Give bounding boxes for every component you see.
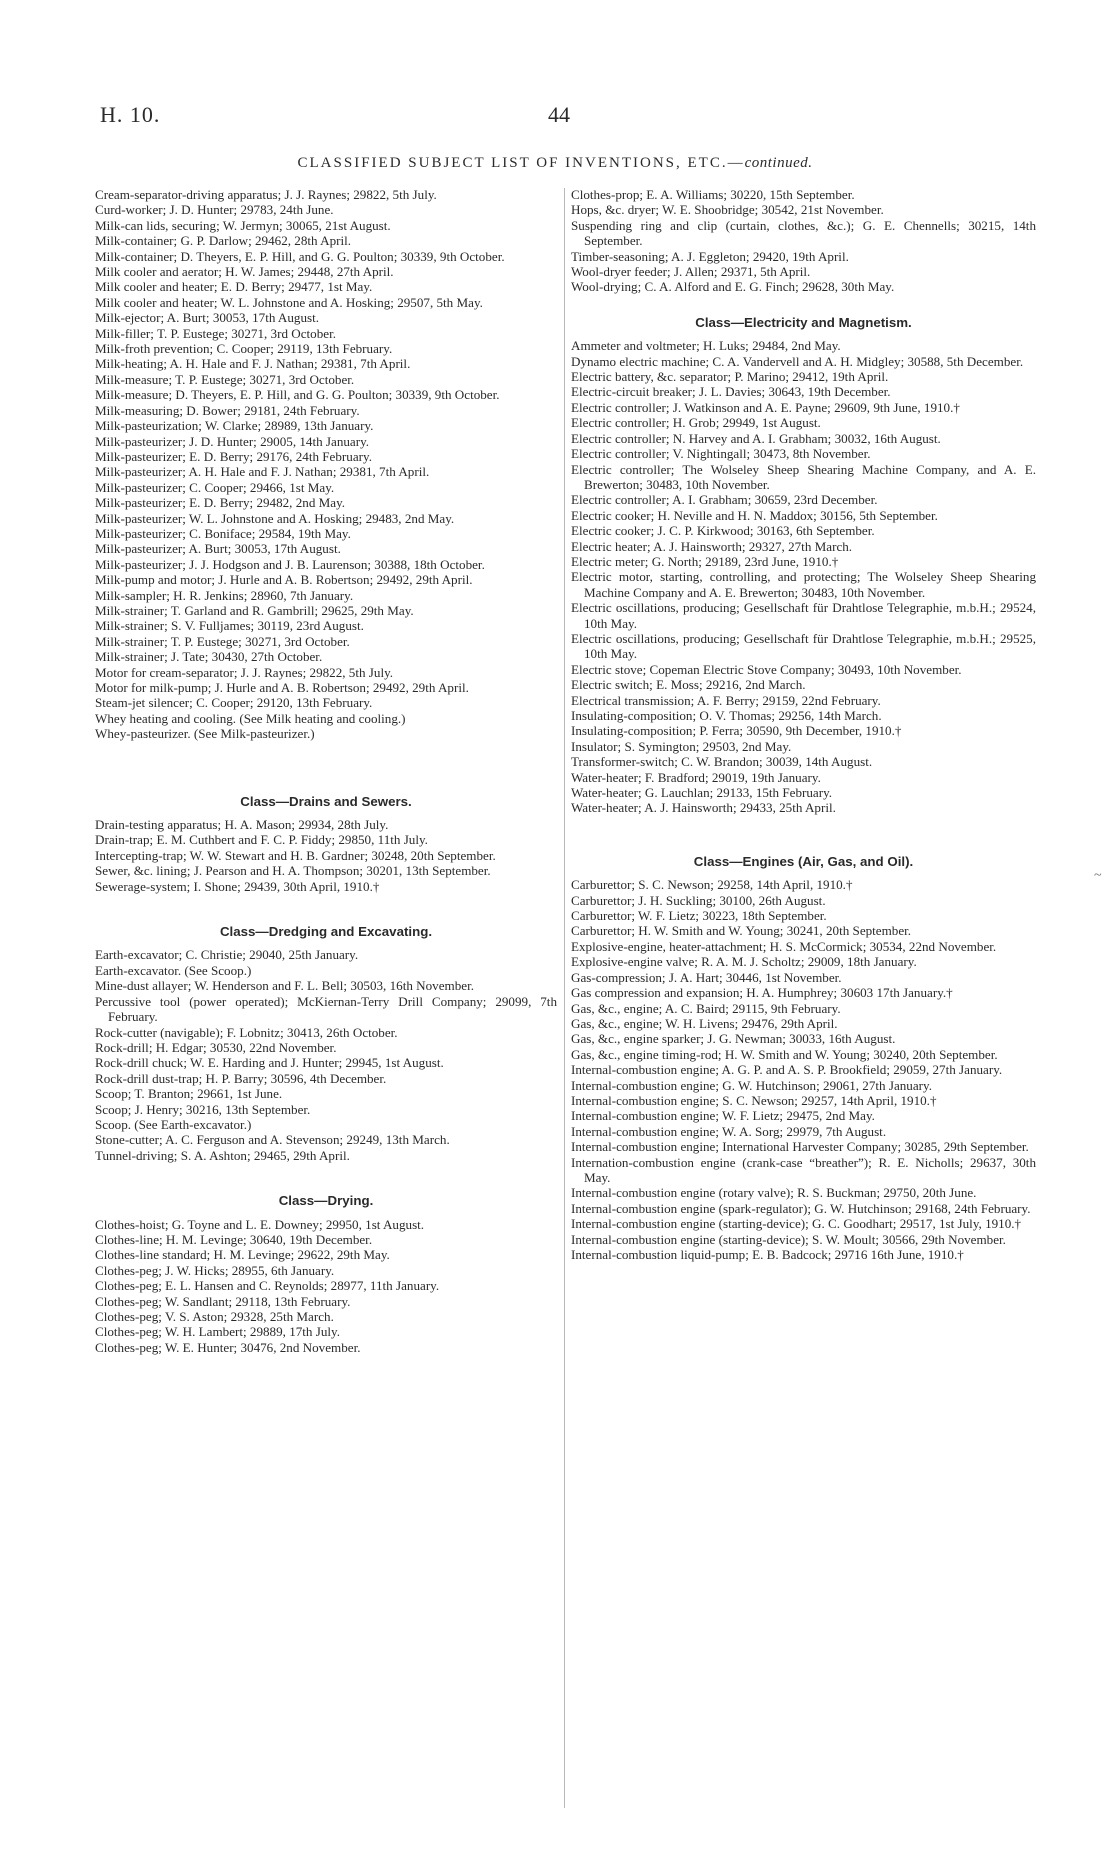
list-entry: Milk cooler and heater; W. L. Johnstone and A. Hosking; 29507, 5th May. [95,294,483,310]
list-entry: Internal-combustion engine (starting-device); S. W. Moult; 30566, 29th November. [571,1231,1006,1247]
list-entry: Ammeter and voltmeter; H. Luks; 29484, 2nd May. [571,338,841,354]
list-entry: Sewer, &c. lining; J. Pearson and H. A. Thompson; 30201, 13th September. [95,863,491,879]
list-entry: Internal-combustion engine (starting-device); G. C. Goodhart; 29517, 1st July, 1910.† [571,1216,1022,1232]
list-entry: Internal-combustion engine; International Harvester Company; 30285, 29th September. [571,1139,1029,1155]
page-title [90,155,1020,172]
list-entry: Drain-trap; E. M. Cuthbert and F. C. P. Fiddy; 29850, 11th July. [95,832,428,848]
list-entry: Internal-combustion engine; G. W. Hutchinson; 29061, 27th January. [571,1077,932,1093]
list-entry: Internal-combustion engine (spark-regulator); G. W. Hutchinson; 29168, 24th February. [571,1200,1031,1216]
list-entry: Clothes-hoist; G. Toyne and L. E. Downey; 29950, 1st August. [95,1216,425,1232]
list-entry: Motor for cream-separator; J. J. Raynes; 29822, 5th July. [95,664,394,680]
document-code: H. 10. [100,102,161,127]
section-heading: Class—Dredging and Excavating. [219,924,433,940]
list-entry: Mine-dust allayer; W. Henderson and F. L. Bell; 30503, 16th November. [95,978,474,994]
list-entry: Internal-combustion engine; W. A. Sorg; 29979, 7th August. [571,1123,887,1139]
column-divider [564,188,565,1808]
list-entry: Milk-pasteurizer; E. D. Berry; 29176, 24th February. [95,448,372,464]
list-entry: Gas, &c., engine timing-rod; H. W. Smith and W. Young; 30240, 20th September. [571,1046,998,1062]
page-title-continued: continued. [744,155,813,171]
list-entry: Intercepting-trap; W. W. Stewart and H. B. Gardner; 30248, 20th September. [95,847,496,863]
list-entry: Milk-heating; A. H. Hale and F. J. Nathan; 29381, 7th April. [95,356,411,372]
list-entry: Transformer-switch; C. W. Brandon; 30039, 14th August. [571,754,873,770]
list-entry: Hops, &c. dryer; W. E. Shoobridge; 30542, 21st November. [571,202,884,218]
list-entry: Milk-measure; T. P. Eustege; 30271, 3rd October. [95,371,355,387]
list-entry: Percussive tool (power operated); McKiernan-Terry Drill Company; 29099, 7th February. [95,993,557,1025]
list-entry: Rock-drill chuck; W. E. Harding and J. Hunter; 29945, 1st August. [95,1055,444,1071]
list-entry: Electric-circuit breaker; J. L. Davies; 30643, 19th December. [571,384,891,400]
list-entry: Milk-pasteurizer; E. D. Berry; 29482, 2nd May. [95,495,346,511]
list-entry: Milk-pasteurizer; C. Boniface; 29584, 19th May. [95,525,351,541]
list-entry: Electric cooker; J. C. P. Kirkwood; 30163, 6th September. [571,523,875,539]
list-entry: Internation-combustion engine (crank-case “breather”); R. E. Nicholls; 29637, 30th May. [571,1154,1036,1185]
list-entry: Milk-sampler; H. R. Jenkins; 28960, 7th January. [95,587,354,603]
list-entry: Suspending ring and clip (curtain, clothes, &c.); G. E. Chennells; 30215, 14th September. [571,217,1036,249]
list-entry: Cream-separator-driving apparatus; J. J. Raynes; 29822, 5th July. [95,187,437,202]
list-entry: Electric cooker; H. Neville and H. N. Maddox; 30156, 5th September. [571,507,938,523]
list-entry: Internal-combustion engine; A. G. P. and A. S. P. Brookfield; 29059, 27th January. [571,1062,1003,1078]
list-entry: Milk-pasteurizer; W. L. Johnstone and A. Hosking; 29483, 2nd May. [95,510,455,526]
list-entry: Milk-measuring; D. Bower; 29181, 24th February. [95,402,360,418]
list-entry: Clothes-peg; V. S. Aston; 29328, 25th March. [95,1309,334,1324]
list-entry: Electric controller; A. I. Grabham; 30659, 23rd December. [571,492,878,508]
list-entry: Gas, &c., engine sparker; J. G. Newman; 30033, 16th August. [571,1031,896,1047]
list-entry: Drain-testing apparatus; H. A. Mason; 29934, 28th July. [95,817,389,833]
list-entry: Gas, &c., engine; A. C. Baird; 29115, 9th February. [571,1000,841,1016]
list-entry: Tunnel-driving; S. A. Ashton; 29465, 29th April. [95,1147,350,1163]
list-entry: Carburettor; H. W. Smith and W. Young; 30241, 20th September. [571,923,912,939]
list-entry: Water-heater; G. Lauchlan; 29133, 15th February. [571,785,833,801]
list-entry: Clothes-peg; W. H. Lambert; 29889, 17th July. [95,1324,341,1340]
list-entry: Clothes-line standard; H. M. Levinge; 29622, 29th May. [95,1247,390,1263]
list-entry: Electric controller; J. Watkinson and A. E. Payne; 29609, 9th June, 1910.† [571,399,960,415]
list-entry: Steam-jet silencer; C. Cooper; 29120, 13th February. [95,695,373,711]
list-entry: Milk cooler and heater; E. D. Berry; 29477, 1st May. [95,279,373,295]
list-entry: Milk-pasteurizer; A. Burt; 30053, 17th August. [95,541,341,557]
list-entry: Carburettor; W. F. Lietz; 30223, 18th September. [571,908,827,924]
list-entry: Sewerage-system; I. Shone; 29439, 30th April, 1910.† [95,878,380,894]
list-entry: Electric switch; E. Moss; 29216, 2nd March. [571,677,806,693]
list-entry: Milk-pasteurizer; J. D. Hunter; 29005, 14th January. [95,433,370,449]
list-entry: Gas, &c., engine; W. H. Livens; 29476, 29th April. [571,1015,838,1031]
list-entry: Scoop; J. Henry; 30216, 13th September. [95,1101,311,1117]
list-entry: Gas compression and expansion; H. A. Humphrey; 30603 17th January.† [571,985,953,1001]
list-entry: Clothes-prop; E. A. Williams; 30220, 15th September. [571,187,855,202]
page-title-text: CLASSIFIED SUBJECT LIST OF INVENTIONS, ETC.— [297,155,745,171]
list-entry: Wool-drying; C. A. Alford and E. G. Finch; 29628, 30th May. [571,279,895,295]
list-entry: Clothes-line; H. M. Levinge; 30640, 19th December. [95,1231,373,1247]
list-entry: Explosive-engine valve; R. A. M. J. Scholtz; 29009, 18th January. [571,954,917,970]
list-entry: Whey heating and cooling. (See Milk heating and cooling.) [95,710,406,726]
list-entry: Clothes-peg; J. W. Hicks; 28955, 6th January. [95,1262,335,1278]
list-entry: Scoop; T. Branton; 29661, 1st June. [95,1086,283,1102]
list-entry: Electric controller; H. Grob; 29949, 1st August. [571,415,821,431]
list-entry: Water-heater; A. J. Hainsworth; 29433, 25th April. [571,800,836,816]
left-column [95,187,557,1355]
list-entry: Milk-strainer; J. Tate; 30430, 27th October. [95,649,323,665]
list-entry: Dynamo electric machine; C. A. Vandervell and A. H. Midgley; 30588, 5th December. [571,353,1024,369]
list-entry: Electric heater; A. J. Hainsworth; 29327, 27th March. [571,538,853,554]
list-entry: Milk cooler and aerator; H. W. James; 29448, 27th April. [95,264,394,280]
list-entry: Internal-combustion liquid-pump; E. B. Badcock; 29716 16th June, 1910.† [571,1247,964,1262]
list-entry: Insulator; S. Symington; 29503, 2nd May. [571,738,792,754]
list-entry: Milk-pump and motor; J. Hurle and A. B. Robertson; 29492, 29th April. [95,572,473,588]
list-entry: Electrical transmission; A. F. Berry; 29159, 22nd February. [571,692,881,708]
list-entry: Earth-excavator; C. Christie; 29040, 25th January. [95,947,359,963]
list-entry: Milk-pasteurizer; J. J. Hodgson and J. B. Laurenson; 30388, 18th October. [95,556,485,572]
list-entry: Electric oscillations, producing; Gesellschaft für Drahtlose Telegraphie, m.b.H.; 29525, 10th May. [571,630,1036,662]
list-entry: Electric stove; Copeman Electric Stove Company; 30493, 10th November. [571,661,962,677]
list-entry: Carburettor; J. H. Suckling; 30100, 26th August. [571,892,826,908]
list-entry: Timber-seasoning; A. J. Eggleton; 29420, 19th April. [571,248,849,264]
list-entry: Clothes-peg; E. L. Hansen and C. Reynolds; 28977, 11th January. [95,1278,440,1294]
list-entry: Milk-filler; T. P. Eustege; 30271, 3rd October. [95,325,336,341]
list-entry: Electric controller; V. Nightingall; 30473, 8th November. [571,446,871,462]
list-entry: Milk-ejector; A. Burt; 30053, 17th August. [95,310,320,326]
list-entry: Rock-drill; H. Edgar; 30530, 22nd November. [95,1039,337,1055]
section-heading: Class—Engines (Air, Gas, and Oil). [693,853,914,869]
list-entry: Rock-drill dust-trap; H. P. Barry; 30596, 4th December. [95,1070,387,1086]
list-entry: Carburettor; S. C. Newson; 29258, 14th April, 1910.† [571,877,853,893]
page-number: 44 [548,102,570,127]
list-entry: Internal-combustion engine; W. F. Lietz; 29475, 2nd May. [571,1108,875,1124]
list-entry: Explosive-engine, heater-attachment; H. S. McCormick; 30534, 22nd November. [571,938,997,954]
list-entry: Electric controller; N. Harvey and A. I. Grabham; 30032, 16th August. [571,430,941,446]
list-entry: Earth-excavator. (See Scoop.) [95,962,252,978]
list-entry: Internal-combustion engine; S. C. Newson; 29257, 14th April, 1910.† [571,1092,937,1108]
list-entry: Scoop. (See Earth-excavator.) [95,1116,252,1132]
section-heading: Class—Drains and Sewers. [240,793,412,809]
list-entry: Electric controller; The Wolseley Sheep Shearing Machine Company, and A. E. Brewerton; 30483, 10th November. [571,461,1036,492]
list-entry: Milk-can lids, securing; W. Jermyn; 30065, 21st August. [95,217,391,233]
list-entry: Electric oscillations, producing; Gesellschaft für Drahtlose Telegraphie, m.b.H.; 29524, 10th May. [571,600,1036,631]
list-entry: Milk-pasteurization; W. Clarke; 28989, 13th January. [95,418,374,434]
section-heading: Class—Electricity and Magnetism. [695,314,912,330]
list-entry: Milk-container; G. P. Darlow; 29462, 28th April. [95,233,352,249]
list-entry: Stone-cutter; A. C. Ferguson and A. Stevenson; 29249, 13th March. [95,1132,450,1148]
margin-mark: ~ [1094,868,1102,883]
list-entry: Internal-combustion engine (rotary valve); R. S. Buckman; 29750, 20th June. [571,1185,977,1201]
list-entry: Milk-pasteurizer; A. H. Hale and F. J. Nathan; 29381, 7th April. [95,464,430,480]
list-entry: Electric battery, &c. separator; P. Marino; 29412, 19th April. [571,369,889,385]
list-entry: Electric motor, starting, controlling, and protecting; The Wolseley Sheep Shearing Machine Company and A. E. Brewerton; 30483, 10th November. [571,569,1036,600]
list-entry: Electric meter; G. North; 29189, 23rd June, 1910.† [571,553,839,569]
right-column [571,187,1036,1262]
list-entry: Curd-worker; J. D. Hunter; 29783, 24th June. [95,202,334,218]
list-entry: Motor for milk-pump; J. Hurle and A. B. Robertson; 29492, 29th April. [95,680,469,695]
section-heading: Class—Drying. [278,1193,374,1209]
list-entry: Insulating-composition; O. V. Thomas; 29256, 14th March. [571,708,882,723]
list-entry: Insulating-composition; P. Ferra; 30590, 9th December, 1910.† [571,723,902,739]
list-entry: Wool-dryer feeder; J. Allen; 29371, 5th April. [571,264,811,280]
list-entry: Whey-pasteurizer. (See Milk-pasteurizer.) [95,726,315,742]
list-entry: Milk-strainer; T. P. Eustege; 30271, 3rd October. [95,633,350,649]
list-entry: Milk-container; D. Theyers, E. P. Hill, and G. G. Poulton; 30339, 9th October. [95,248,505,264]
list-entry: Milk-pasteurizer; C. Cooper; 29466, 1st May. [95,479,335,495]
list-entry: Clothes-peg; W. E. Hunter; 30476, 2nd November. [95,1339,361,1355]
list-entry: Milk-strainer; S. V. Fulljames; 30119, 23rd August. [95,618,364,634]
list-entry: Milk-froth prevention; C. Cooper; 29119, 13th February. [95,341,393,357]
list-entry: Water-heater; F. Bradford; 29019, 19th January. [571,769,821,785]
list-entry: Milk-measure; D. Theyers, E. P. Hill, and G. G. Poulton; 30339, 9th October. [95,387,500,403]
list-entry: Rock-cutter (navigable); F. Lobnitz; 30413, 26th October. [95,1024,398,1040]
list-entry: Milk-strainer; T. Garland and R. Gambrill; 29625, 29th May. [95,602,414,618]
list-entry: Gas-compression; J. A. Hart; 30446, 1st November. [571,969,842,985]
list-entry: Clothes-peg; W. Sandlant; 29118, 13th February. [95,1293,351,1309]
